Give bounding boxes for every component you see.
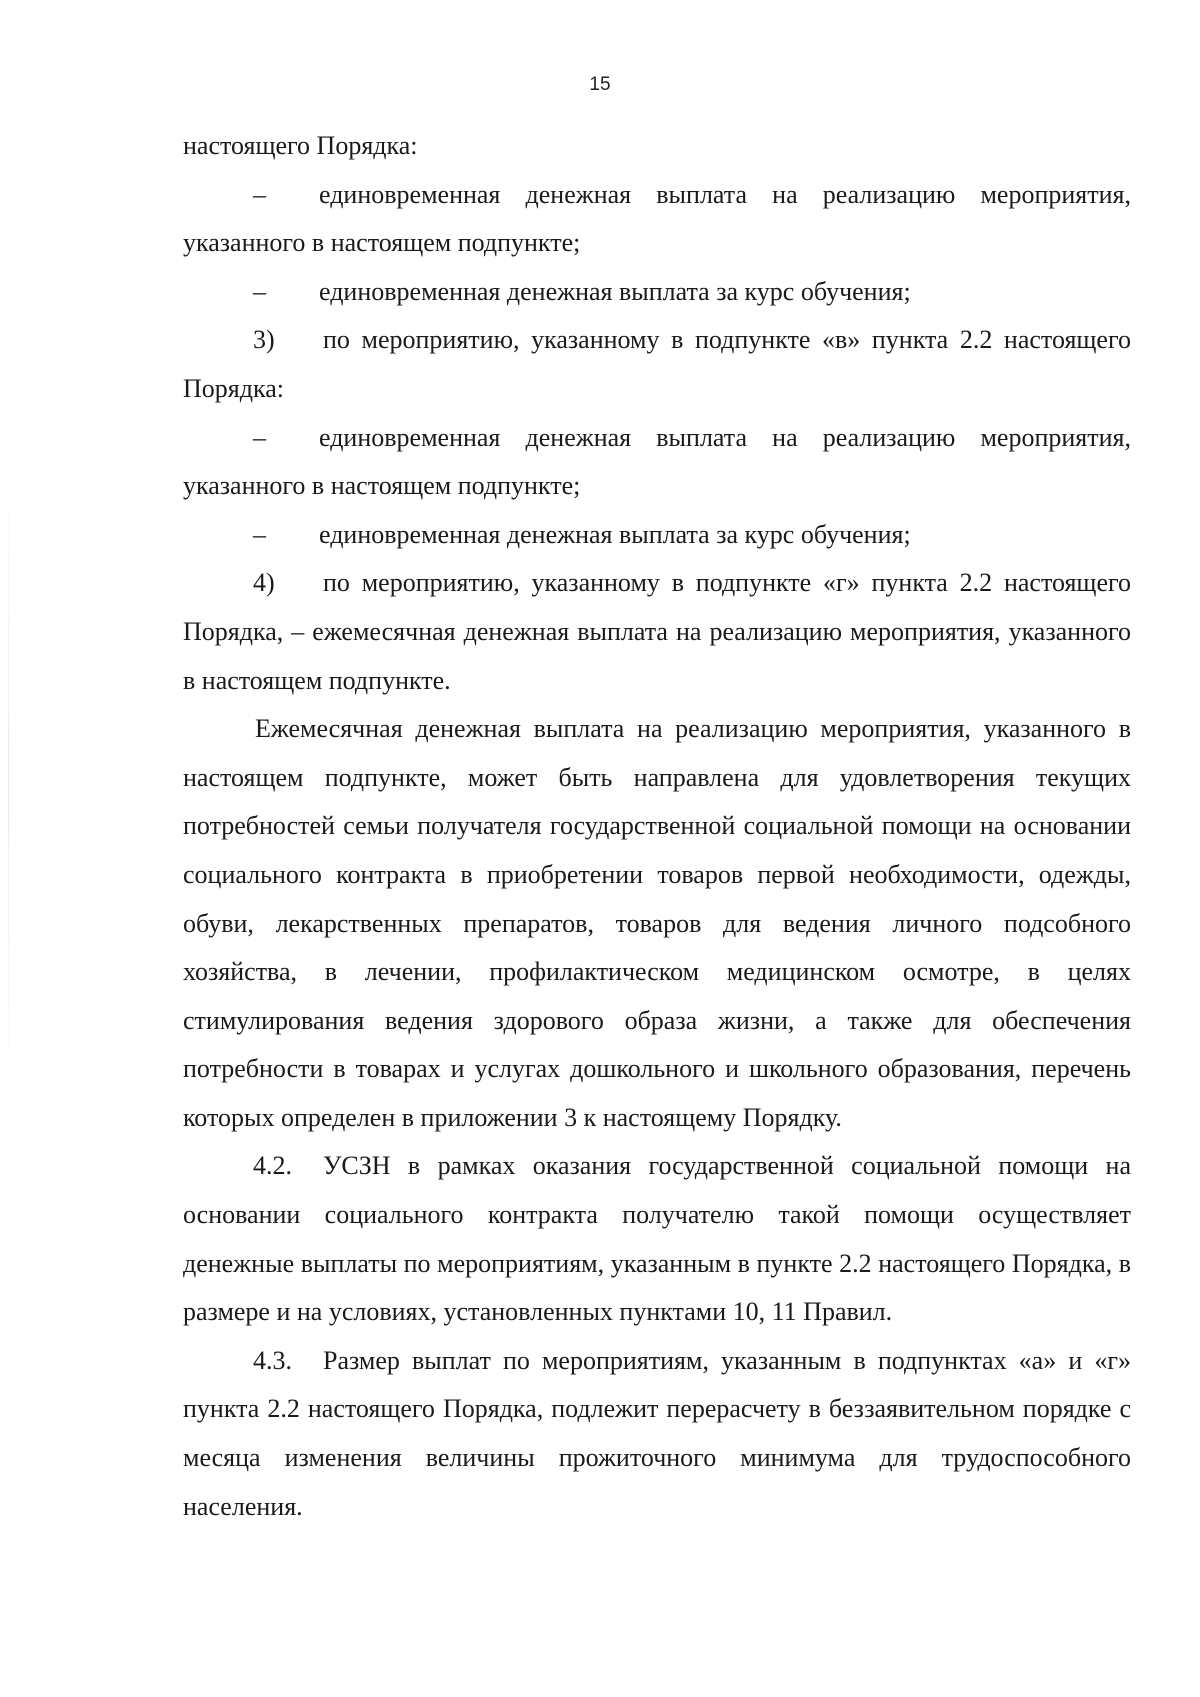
list-marker: –	[253, 422, 266, 452]
page-number: 15	[589, 74, 611, 95]
list-item-text: единовременная денежная выплата на реализацию мероприятия, указанного в настоящем подпункте;	[183, 422, 1131, 501]
list-item-text: по мероприятию, указанному в подпункте «в» пункта 2.2 настоящего Порядка:	[183, 325, 1131, 403]
clause-text: УСЗН в рамках оказания государственной социальной помощи на основании социального контракта получателю такой помощи осуществляет денежные выплаты по мероприятиям, указанным в пункте 2.2 настоящего Порядка, в размере и на условиях, установленных пунктами 10, 11 Правил.	[183, 1151, 1131, 1327]
list-item	[183, 511, 1131, 560]
list-item	[183, 316, 1131, 413]
scan-edge-shadow	[8, 460, 9, 1100]
list-marker: –	[253, 519, 266, 549]
list-item	[183, 414, 1131, 511]
list-item-text: единовременная денежная выплата за курс обучения;	[319, 276, 911, 306]
list-item	[183, 559, 1131, 705]
paragraph	[183, 122, 1131, 171]
paragraph-text: Ежемесячная денежная выплата на реализацию мероприятия, указанного в настоящем подпункте, может быть направлена для удовлетворения текущих потребностей семьи получателя государственной социальной помощи на основании социального контракта в приобретении товаров первой необходимости, одежды, обуви, лекарственных препаратов, товаров для ведения личного подсобного хозяйства, в лечении, профилактическом медицинском осмотре, в целях стимулирования ведения здорового образа жизни, а также для обеспечения потребности в товарах и услугах дошкольного и школьного образования, перечень которых определен в приложении 3 к настоящему Порядку.	[183, 714, 1131, 1132]
clause-number: 4.3.	[253, 1345, 292, 1375]
list-number: 4)	[253, 568, 275, 598]
list-item-text: по мероприятию, указанному в подпункте «г» пункта 2.2 настоящего Порядка, – ежемесячная денежная выплата на реализацию мероприятия, указанного в настоящем подпункте.	[183, 568, 1131, 695]
paragraph	[183, 705, 1131, 1142]
list-item-text: единовременная денежная выплата на реализацию мероприятия, указанного в настоящем подпункте;	[183, 179, 1131, 258]
list-marker: –	[253, 179, 266, 209]
list-item	[183, 268, 1131, 317]
clause-text: Размер выплат по мероприятиям, указанным в подпунктах «а» и «г» пункта 2.2 настоящего Порядка, подлежит перерасчету в беззаявительном порядке с месяца изменения величины прожиточного минимума для трудоспособного населения.	[183, 1345, 1131, 1521]
list-number: 3)	[253, 325, 275, 355]
paragraph-text: настоящего Порядка:	[183, 131, 418, 160]
list-marker: –	[253, 276, 266, 306]
clause-number: 4.2.	[253, 1151, 292, 1181]
list-item	[183, 171, 1131, 268]
clause	[183, 1337, 1131, 1531]
clause	[183, 1142, 1131, 1336]
list-item-text: единовременная денежная выплата за курс обучения;	[319, 519, 911, 549]
document-body	[183, 122, 1131, 1531]
